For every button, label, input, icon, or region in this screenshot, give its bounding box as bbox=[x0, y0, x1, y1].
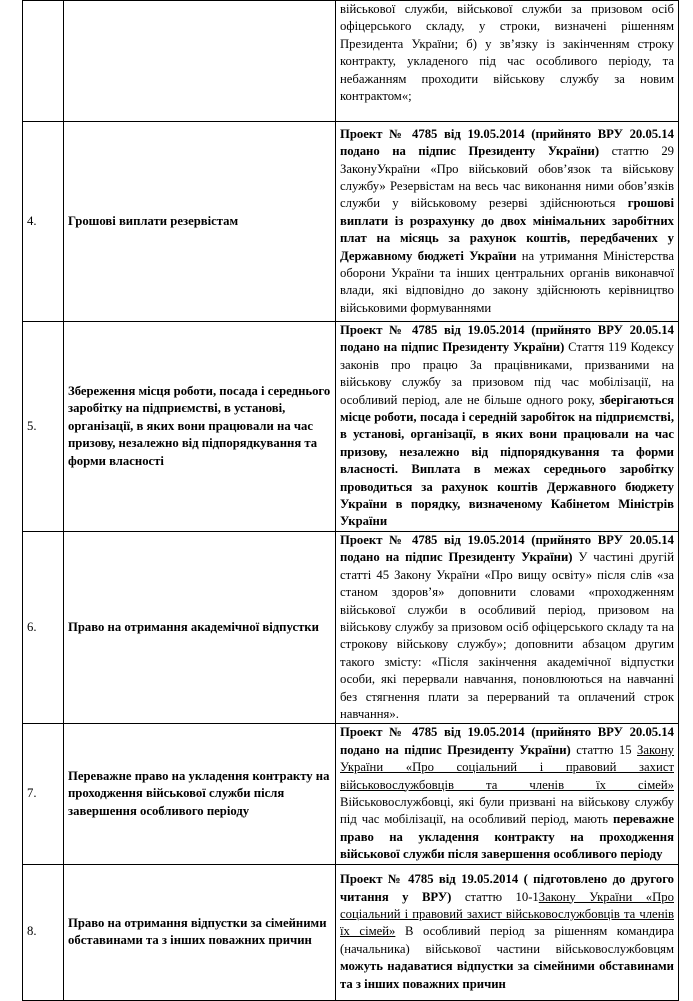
row-title: Переважне право на укладення контракту на проходження військової служби після завершення особливого періоду bbox=[64, 724, 336, 864]
row-title: Грошові виплати резервістам bbox=[64, 122, 336, 322]
row-number: 4. bbox=[23, 122, 64, 322]
row-number: 8. bbox=[23, 864, 64, 1000]
text-run: Військовослужбовці, які були призвані на військову службу під час мобілізації, на особливий період, мають bbox=[340, 794, 674, 827]
table-row bbox=[23, 122, 679, 322]
row-number: 6. bbox=[23, 531, 64, 723]
text-run: статтю 15 bbox=[570, 742, 638, 757]
text-run: Стаття 119 Кодексу законів про працю За працівниками, призваними на військову службу за призовом під час мобілізації, на особливий період, але не більше одного року, bbox=[340, 340, 674, 407]
row-title: Збереження місця роботи, посада і середнього заробітку на підприємстві, в установі, організації, в яких вони працювали на час призову, незалежно від підпорядкування та форми власності bbox=[64, 322, 336, 532]
table-row bbox=[23, 531, 679, 723]
text-run: на утримання Міністерства оборони України та інших центральних органів виконавчої влади, які відповідно до закону здійснюють керівництво військовими формуваннями bbox=[340, 248, 674, 315]
bold-text-run: Проект № 4785 від 19.05.2014 (прийнято ВРУ 20.05.14 подано на підпис Президенту України) bbox=[340, 725, 674, 757]
row-number bbox=[23, 1, 64, 122]
bold-text-run: Проект № 4785 від 19.05.2014 (прийнято ВРУ 20.05.14 подано на підпис Президенту України) bbox=[340, 323, 674, 355]
bold-text-run: грошові виплати із розрахунку до двох мінімальних заробітних плат на місяць за рахунок коштів, передбачених у Державному бюджеті України bbox=[340, 196, 674, 263]
bold-text-run: можуть надаватися відпустки за сімейними обставинами та з інших поважних причин bbox=[340, 959, 674, 991]
row-title: Право на отримання академічної відпустки bbox=[64, 531, 336, 723]
bold-text-run: Проект № 4785 від 19.05.2014 ( підготовлено до другого читання у ВРУ) bbox=[340, 872, 674, 904]
bold-text-run: Проект № 4785 від 19.05.2014 (прийнято ВРУ 20.05.14 подано на підпис Президенту України) bbox=[340, 126, 674, 159]
row-title: Право на отримання відпустки за сімейними обставинами та з інших поважних причин bbox=[64, 864, 336, 1000]
bold-text-run: переважне право на укладення контракту на проходження військової служби після завершення особливого періоду bbox=[340, 812, 674, 862]
row-content bbox=[336, 531, 679, 723]
row-content bbox=[336, 724, 679, 864]
row-content bbox=[336, 322, 679, 532]
row-number: 5. bbox=[23, 322, 64, 532]
table-row bbox=[23, 724, 679, 864]
row-title bbox=[64, 1, 336, 122]
provisions-table bbox=[22, 0, 679, 1001]
bold-text-run: Проект № 4785 від 19.05.2014 (прийнято ВРУ 20.05.14 подано на підпис Президенту України) bbox=[340, 532, 674, 565]
text-run: У частині другій статті 45 Закону України «Про вищу освіту» після слів «за станом здоров’я» доповнити словами «проходженням військової служби в особливий період, призовом на військову службу за призовом осіб офіцерського складу та на строкову військову службу»; доповнити абзацом другим такого змісту: «Після закінчення академічної відпустки особи, які перервали навчання, поновлюються на навчанні без стягнення плати за перерваний та оплачений строк навчання». bbox=[340, 550, 674, 721]
text-run: військової служби, військової служби за призовом осіб офіцерського складу, у строки, визначені рішенням Президента України; б) у зв’язку із закінченням строку контракту, укладеного під час особливого періоду, та небажанням проходити військову службу за новим контрактом«; bbox=[340, 2, 674, 104]
row-number: 7. bbox=[23, 724, 64, 864]
text-run: В особливий період за рішенням командира (начальника) військової частини військовослужбовцям bbox=[340, 924, 674, 956]
bold-text-run: зберігаються місце роботи, посада і середній заробіток на підприємстві, в установі, організації, в яких вони працювали на час призову, незалежно від підпорядкування та форми власності. Виплата в межах середнього заробітку проводиться за рахунок коштів Державного бюджету України в порядку, визначеному Кабінетом Міністрів України bbox=[340, 392, 674, 529]
table-row bbox=[23, 322, 679, 532]
row-content bbox=[336, 122, 679, 322]
row-content bbox=[336, 1, 679, 122]
underlined-law-reference: Закону України «Про соціальний і правовий захист військовослужбовців та членів їх сімей» bbox=[340, 742, 674, 792]
text-run: статтю 10-1 bbox=[451, 889, 539, 904]
table-row bbox=[23, 1, 679, 122]
underlined-law-reference: Закону України «Про соціальний і правовий захист військовослужбовців та членів їх сімей» bbox=[340, 889, 674, 939]
text-run: статтю 29 ЗаконуУкраїни «Про військовий обов’язок та військову службу» Резервістам на весь час виконання ними обов’язків служби у військовому резерві здійснюються bbox=[340, 144, 675, 211]
